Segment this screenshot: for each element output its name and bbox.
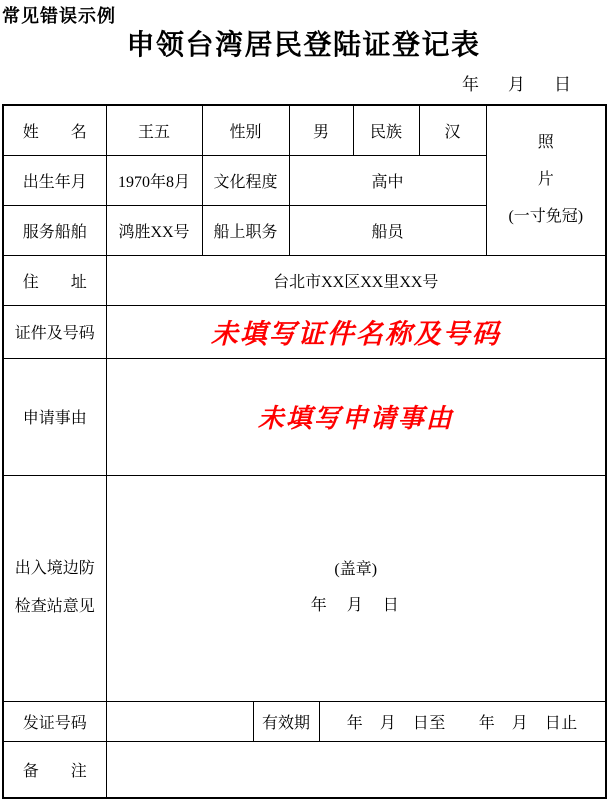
remarks-value [106, 741, 606, 798]
validity-value [319, 701, 606, 741]
reason-error-value [106, 358, 606, 475]
row-id-number [3, 305, 606, 358]
birth-value: 1970年8月 [106, 155, 202, 205]
row-inspection [3, 475, 606, 701]
row-reason [3, 358, 606, 475]
row-cert-number [3, 701, 606, 741]
form-title: 申领台湾居民登陆证登记表 [126, 29, 481, 60]
address-label: 住 址 [3, 255, 106, 305]
validity-date-range: 年 月 日至 年 月 日止 [346, 714, 578, 732]
ship-label: 服务船舶 [3, 205, 106, 255]
education-value: 高中 [289, 155, 486, 205]
photo-line-3: (一寸免冠) [508, 208, 584, 226]
reason-error-text: 未填写申请事由 [257, 404, 454, 433]
row-name [3, 105, 606, 155]
inspection-label-line-2: 检查站意见 [14, 598, 95, 615]
id-number-error-text: 未填写证件名称及号码 [210, 319, 501, 349]
photo-cell [486, 105, 606, 255]
row-remarks [3, 741, 606, 798]
inspection-label-line-1: 出入境边防 [14, 560, 95, 578]
form-date-line: 年 月 日 [462, 75, 577, 94]
name-label: 姓 名 [3, 105, 106, 155]
birth-label: 出生年月 [3, 155, 106, 205]
photo-line-1: 照 [537, 134, 554, 152]
duty-value: 船员 [289, 205, 486, 255]
inspection-date-line: 年 月 日 [310, 597, 401, 614]
ship-value: 鸿胜XX号 [106, 205, 202, 255]
validity-label: 有效期 [253, 701, 319, 741]
photo-placeholder [487, 135, 606, 225]
id-number-label: 证件及号码 [3, 305, 106, 358]
row-address [3, 255, 606, 305]
ethnicity-value: 汉 [419, 105, 486, 155]
address-value: 台北市XX区XX里XX号 [106, 255, 606, 305]
common-errors-header: 常见错误示例 [2, 6, 116, 26]
reason-label: 申请事由 [3, 358, 106, 475]
ethnicity-label: 民族 [353, 105, 419, 155]
gender-value: 男 [289, 105, 353, 155]
cert-number-value [106, 701, 253, 741]
inspection-stamp-block [107, 562, 606, 614]
id-number-error-value [106, 305, 606, 358]
cert-number-label: 发证号码 [3, 701, 106, 741]
duty-label: 船上职务 [202, 205, 289, 255]
photo-line-2: 片 [537, 171, 554, 189]
registration-form-table [2, 104, 607, 799]
name-value: 王五 [106, 105, 202, 155]
inspection-opinion-cell [106, 475, 606, 701]
inspection-label [3, 475, 106, 701]
education-label: 文化程度 [202, 155, 289, 205]
stamp-placeholder: (盖章) [334, 561, 378, 578]
gender-label: 性别 [202, 105, 289, 155]
remarks-label: 备 注 [3, 741, 106, 798]
